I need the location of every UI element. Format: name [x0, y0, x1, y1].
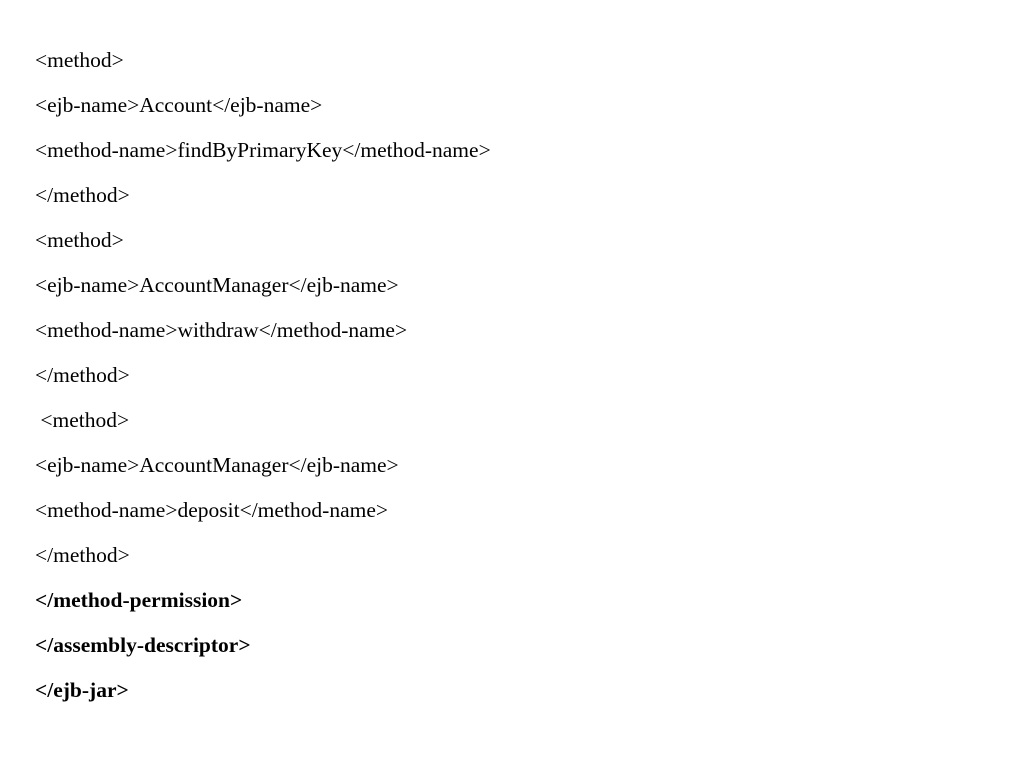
- xml-line-method-close: </method>: [35, 543, 130, 567]
- xml-line-ejb-jar-close: </ejb-jar>: [35, 678, 129, 702]
- xml-line-method-open: <method>: [35, 48, 124, 72]
- xml-line-method-open: <method>: [35, 228, 124, 252]
- xml-line-method-close: </method>: [35, 363, 130, 387]
- xml-line-ejb-name: <ejb-name>AccountManager</ejb-name>: [35, 453, 399, 477]
- xml-line-method-name: <method-name>withdraw</method-name>: [35, 318, 408, 342]
- xml-line-ejb-name: <ejb-name>Account</ejb-name>: [35, 93, 323, 117]
- xml-document-text: [35, 38, 491, 713]
- xml-line-method-permission-close: </method-permission>: [35, 588, 243, 612]
- xml-line-method-name: <method-name>findByPrimaryKey</method-name>: [35, 138, 491, 162]
- xml-line-method-close: </method>: [35, 183, 130, 207]
- xml-line-ejb-name: <ejb-name>AccountManager</ejb-name>: [35, 273, 399, 297]
- xml-line-method-open: <method>: [35, 408, 130, 432]
- xml-line-method-name: <method-name>deposit</method-name>: [35, 498, 388, 522]
- xml-line-assembly-descriptor-close: </assembly-descriptor>: [35, 633, 251, 657]
